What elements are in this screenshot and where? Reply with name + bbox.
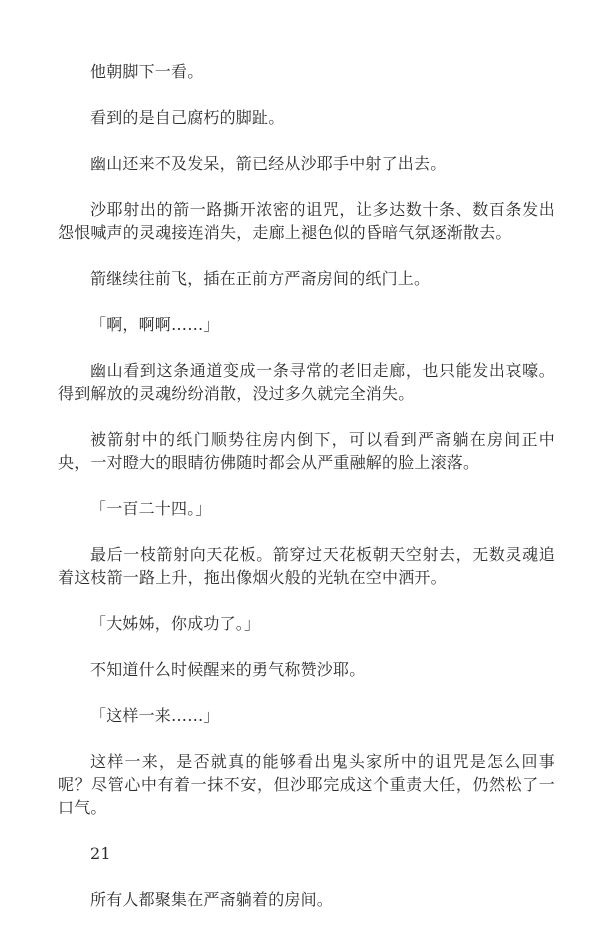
- paragraph: 最后一枝箭射向天花板。箭穿过天花板朝天空射去，无数灵魂追着这枝箭一路上升，拖出像烟火般的光轨在空中洒开。: [58, 545, 555, 587]
- paragraph: 幽山还来不及发呆，箭已经从沙耶手中射了出去。: [90, 154, 447, 173]
- dialogue-line: 「大姊姊，你成功了。」: [90, 614, 261, 633]
- dialogue-line: 「这样一来……」: [90, 706, 220, 725]
- paragraph: 所有人都聚集在严斋躺着的房间。: [90, 890, 334, 909]
- paragraph: 幽山看到这条通道变成一条寻常的老旧走廊，也只能发出哀嚎。得到解放的灵魂纷纷消散，没过多久就完全消失。: [58, 361, 555, 403]
- paragraph: 箭继续往前飞，插在正前方严斋房间的纸门上。: [90, 269, 431, 288]
- paragraph: 这样一来，是否就真的能够看出鬼头家所中的诅咒是怎么回事呢？尽管心中有着一抹不安，但沙耶完成这个重责大任，仍然松了一口气。: [58, 752, 555, 817]
- dialogue-line: 「一百二十四。」: [90, 499, 212, 518]
- dialogue-line: 「啊，啊啊……」: [90, 315, 220, 334]
- document-body: [58, 60, 555, 934]
- paragraph: 不知道什么时候醒来的勇气称赞沙耶。: [90, 660, 366, 679]
- paragraph: 被箭射中的纸门顺势往房内倒下，可以看到严斋躺在房间正中央，一对瞪大的眼睛彷佛随时都会从严重融解的脸上滚落。: [58, 430, 555, 472]
- paragraph: 看到的是自己腐朽的脚趾。: [90, 108, 285, 127]
- paragraph: 沙耶射出的箭一路撕开浓密的诅咒，让多达数十条、数百条发出怨恨喊声的灵魂接连消失，走廊上褪色似的昏暗气氛逐渐散去。: [58, 200, 555, 242]
- paragraph: 他朝脚下一看。: [90, 62, 204, 81]
- section-number: 21: [90, 844, 111, 863]
